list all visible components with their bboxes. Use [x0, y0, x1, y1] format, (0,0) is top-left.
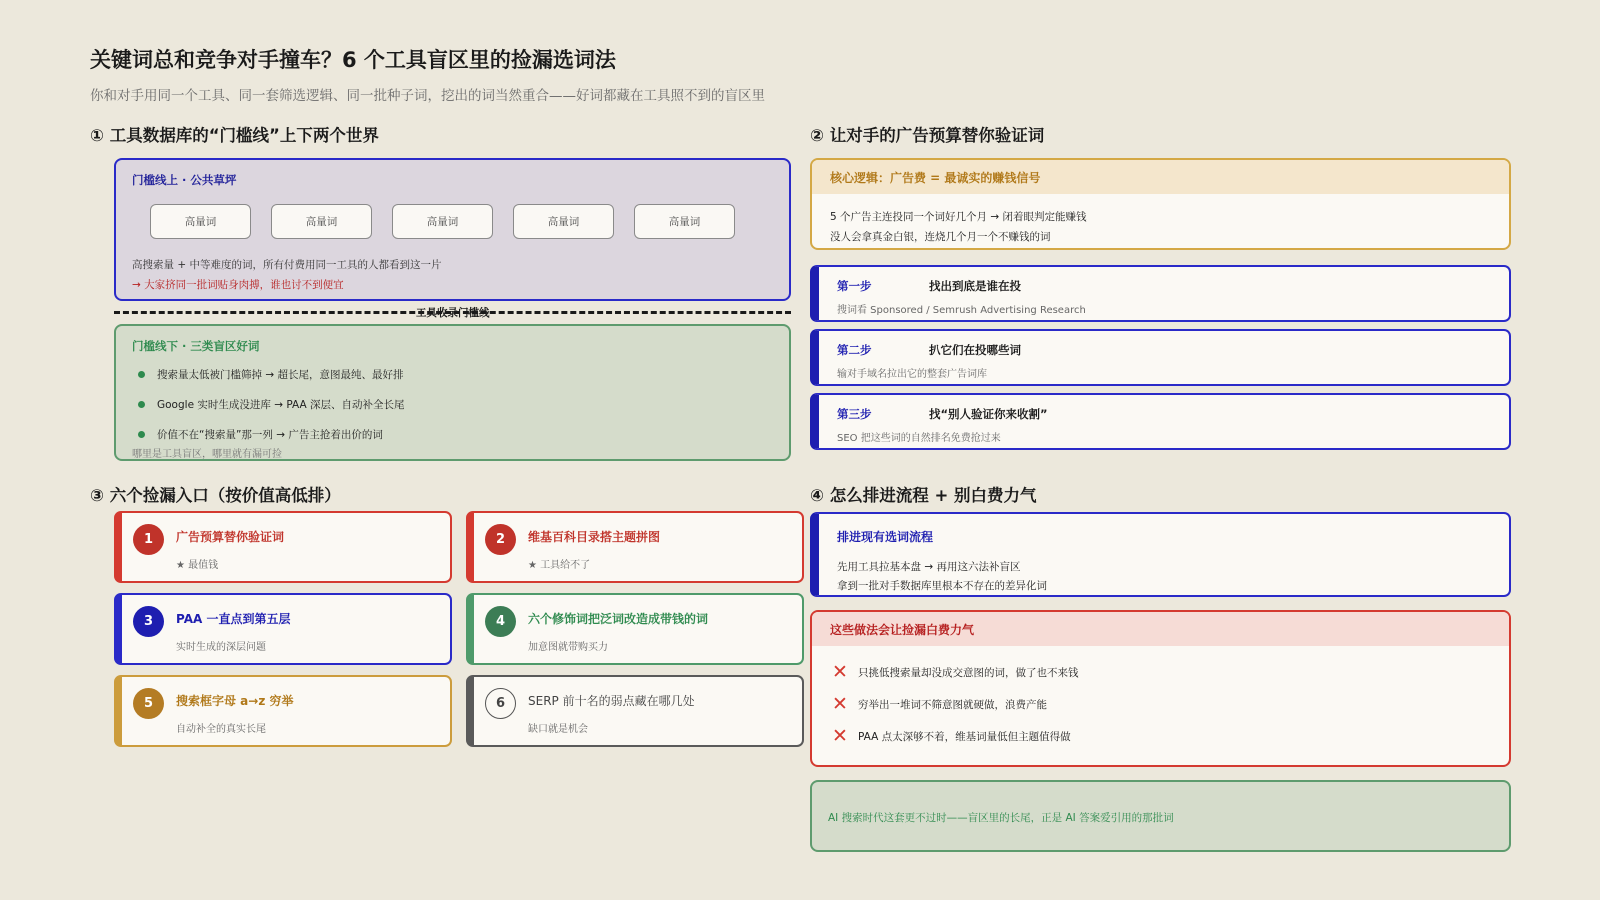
entry-card — [114, 511, 452, 583]
cross-icon: ✕ — [832, 725, 848, 747]
entry-card — [466, 675, 804, 747]
below-threshold-box — [114, 324, 791, 461]
step-number: 第二步 — [837, 343, 872, 357]
blind-spot-item — [138, 367, 403, 382]
step-card — [810, 265, 1511, 322]
entry-number: 5 — [133, 688, 164, 719]
workflow-head: 排进现有选词流程 — [837, 530, 934, 544]
step-card — [810, 393, 1511, 450]
cross-icon: ✕ — [832, 693, 848, 715]
entry-card — [114, 593, 452, 665]
blind-spot-text: Google 实时生成没进库 → PAA 深层、自动补全长尾 — [157, 399, 405, 411]
blind-spot-item — [138, 427, 383, 442]
bullet-dot-icon — [138, 431, 145, 438]
high-volume-chip: 高量词 — [392, 204, 493, 239]
step-number: 第一步 — [837, 279, 872, 293]
section-2-title: ② 让对手的广告预算替你验证词 — [810, 126, 1045, 145]
step-name: 找“别人验证你来收割” — [929, 407, 1048, 421]
high-volume-chips — [150, 204, 735, 239]
pitfall-text: 只挑低搜索量却没成交意图的词，做了也不来钱 — [858, 667, 1079, 679]
entry-number: 1 — [133, 524, 164, 555]
blind-spot-item — [138, 397, 405, 412]
pitfall-item — [832, 727, 1071, 746]
entry-title: 搜索框字母 a→z 穷举 — [176, 694, 294, 708]
final-note: AI 搜索时代这套更不过时——盲区里的长尾，正是 AI 答案爱引用的那批词 — [828, 812, 1174, 824]
final-note-box — [810, 780, 1511, 852]
pitfalls-head: 这些做法会让捡漏白费力气 — [812, 612, 1509, 646]
page-subtitle: 你和对手用同一个工具、同一套筛选逻辑、同一批种子词，挖出的词当然重合——好词都藏在工具照不到的盲区里 — [90, 88, 765, 104]
step-desc: 输对手域名拉出它的整套广告词库 — [837, 369, 987, 380]
entry-desc: 加意图就带购买力 — [528, 642, 608, 653]
entry-card — [114, 675, 452, 747]
core-logic-head: 核心逻辑：广告费 = 最诚实的赚钱信号 — [812, 160, 1509, 194]
entry-title: 广告预算替你验证词 — [176, 530, 285, 544]
step-number: 第三步 — [837, 407, 872, 421]
pitfall-item — [832, 695, 1047, 714]
core-logic-line: 5 个广告主连投同一个词好几个月 → 闭着眼判定能赚钱 — [830, 211, 1087, 223]
pitfalls-box — [810, 610, 1511, 767]
pitfall-item — [832, 663, 1079, 682]
high-volume-chip: 高量词 — [271, 204, 372, 239]
above-threshold-box — [114, 158, 791, 301]
section-1-title: ① 工具数据库的“门槛线”上下两个世界 — [90, 126, 379, 145]
entry-number: 6 — [485, 688, 516, 719]
bullet-dot-icon — [138, 401, 145, 408]
high-volume-chip: 高量词 — [150, 204, 251, 239]
blind-spot-text: 搜索量太低被门槛筛掉 → 超长尾，意图最纯、最好排 — [157, 369, 404, 381]
high-volume-chip: 高量词 — [513, 204, 614, 239]
above-threshold-warning: → 大家挤同一批词贴身肉搏，谁也讨不到便宜 — [132, 279, 344, 291]
bullet-dot-icon — [138, 371, 145, 378]
entry-title: 六个修饰词把泛词改造成带钱的词 — [528, 612, 709, 626]
entry-number: 3 — [133, 606, 164, 637]
blind-spot-text: 价值不在“搜索量”那一列 → 广告主抢着出价的词 — [157, 429, 383, 441]
cross-icon: ✕ — [832, 661, 848, 683]
section-4-title: ④ 怎么排进流程 + 别白费力气 — [810, 486, 1037, 505]
step-desc: 搜词看 Sponsored / Semrush Advertising Research — [837, 305, 1086, 316]
step-name: 扒它们在投哪些词 — [929, 343, 1021, 357]
core-logic-line: 没人会拿真金白银，连烧几个月一个不赚钱的词 — [830, 231, 1051, 243]
entry-card — [466, 511, 804, 583]
entry-desc: ★ 最值钱 — [176, 560, 219, 571]
entry-title: PAA 一直点到第五层 — [176, 612, 291, 626]
entry-desc: 自动补全的真实长尾 — [176, 724, 266, 735]
workflow-line: 拿到一批对手数据库里根本不存在的差异化词 — [837, 580, 1047, 592]
entry-title: 维基百科目录搭主题拼图 — [528, 530, 661, 544]
core-logic-box — [810, 158, 1511, 250]
entry-number: 2 — [485, 524, 516, 555]
section-3-title: ③ 六个捡漏入口（按价值高低排） — [90, 486, 341, 505]
pitfall-text: 穷举出一堆词不筛意图就硬做，浪费产能 — [858, 699, 1047, 711]
step-name: 找出到底是谁在投 — [929, 279, 1021, 293]
workflow-box — [810, 512, 1511, 597]
entry-title: SERP 前十名的弱点藏在哪几处 — [528, 694, 695, 708]
entry-desc: 实时生成的深层问题 — [176, 642, 266, 653]
below-threshold-label: 门槛线下 · 三类盲区好词 — [132, 339, 260, 353]
high-volume-chip: 高量词 — [634, 204, 735, 239]
step-desc: SEO 把这些词的自然排名免费抢过来 — [837, 433, 1001, 444]
above-threshold-desc: 高搜索量 + 中等难度的词，所有付费用同一工具的人都看到这一片 — [132, 259, 442, 271]
entry-desc: 缺口就是机会 — [528, 724, 588, 735]
entry-card — [466, 593, 804, 665]
workflow-line: 先用工具拉基本盘 → 再用这六法补盲区 — [837, 561, 1021, 573]
above-threshold-label: 门槛线上 · 公共草坪 — [132, 173, 237, 187]
threshold-label: 工具收录门槛线 — [416, 307, 490, 319]
blind-spot-note: 哪里是工具盲区，哪里就有漏可捡 — [132, 449, 282, 460]
step-card — [810, 329, 1511, 386]
entry-desc: ★ 工具给不了 — [528, 560, 591, 571]
pitfall-text: PAA 点太深够不着，维基词量低但主题值得做 — [858, 731, 1071, 743]
page-title: 关键词总和竞争对手撞车？6 个工具盲区里的捡漏选词法 — [90, 48, 616, 72]
entry-number: 4 — [485, 606, 516, 637]
